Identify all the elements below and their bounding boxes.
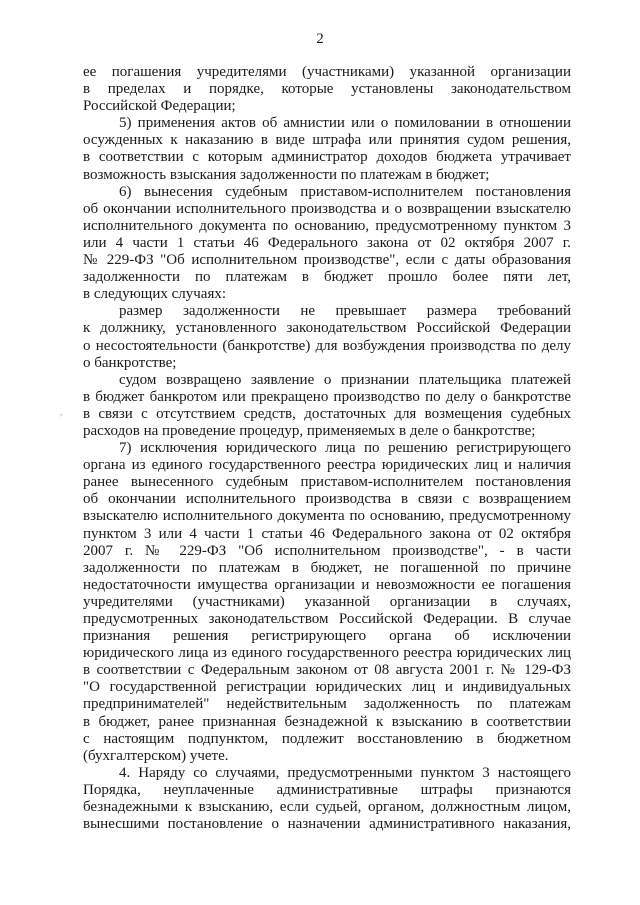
text-line: о банкротстве; [83, 354, 177, 371]
text-line: задолженности по платежам в бюджет, не погашенной по причине [83, 559, 571, 576]
text-line: признания решения регистрирующего органа об исключении [83, 628, 571, 645]
text-line: судом возвращено заявление о признании плательщика платежей [119, 371, 571, 388]
text-line: об окончании исполнительного производства в связи с возвращением [83, 491, 571, 508]
text-line: размер задолженности не превышает размера требований [119, 303, 571, 320]
text-line: в соответствии с которым администратор доходов бюджета утрачивает [83, 149, 571, 166]
text-line: в связи с отсутствием средств, достаточных для возмещения судебных [83, 405, 571, 422]
text-line: 6) вынесения судебным приставом-исполнителем постановления [119, 183, 571, 200]
text-line: об окончании исполнительного производства и о возвращении взыскателю [83, 200, 571, 217]
page-number: 2 [316, 31, 324, 47]
text-line: предусмотренных законодательством Российской Федерации. В случае [83, 611, 571, 627]
text-line: "О государственной регистрации юридических лиц и индивидуальных [83, 679, 571, 696]
text-line: в пределах и порядке, которые установлены законодательством [83, 81, 571, 98]
text-line: о несостоятельности (банкротстве) для возбуждения производства по делу [83, 337, 571, 354]
text-line: недостаточности имущества организации и невозможности ее погашения [83, 576, 571, 593]
text-line: или 4 части 1 статьи 46 Федерального закона от 02 октября 2007 г. [83, 234, 571, 251]
text-line: расходов на проведение процедур, применяемых в деле о банкротстве; [83, 422, 536, 439]
text-line: органа из единого государственного реестра юридических лиц и наличия [83, 457, 571, 474]
text-line: осужденных к наказанию в виде штрафа или принятия судом решения, [83, 132, 571, 149]
text-line: в бюджет, ранее признанная безнадежной к взысканию в соответствии [83, 713, 571, 730]
text-line: к должнику, установленного законодательством Российской Федерации [83, 320, 571, 337]
text-line: Российской Федерации; [83, 98, 236, 115]
text-line: 2007 г. № 229-ФЗ "Об исполнительном производстве", - в части [83, 542, 571, 559]
text-line: учредителями (участниками) указанной организации в случаях, [83, 593, 571, 610]
text-line: 4. Наряду со случаями, предусмотренными пунктом 3 настоящего [119, 764, 571, 781]
text-line: исполнительного документа по основанию, предусмотренному пунктом 3 [83, 217, 571, 234]
text-line: с настоящим подпунктом, подлежит восстановлению в бюджетном [83, 730, 571, 747]
text-line: 5) применения актов об амнистии или о помиловании в отношении [119, 115, 571, 132]
document-body [83, 64, 571, 833]
text-line: ранее вынесенного судебным приставом-исполнителем постановления [83, 474, 571, 491]
text-line: в бюджет банкротом или прекращено производство по делу о банкротстве [83, 388, 571, 405]
text-line: в следующих случаях: [83, 286, 227, 303]
text-line: юридического лица из единого государственного реестра юридических лиц [83, 645, 571, 662]
text-line: предпринимателей" недействительным задолженность по платежам [83, 696, 571, 713]
text-line: ее погашения учредителями (участниками) указанной организации [83, 64, 571, 80]
text-line: задолженности по платежам в бюджет прошло более пяти лет, [83, 269, 571, 286]
margin-mark: , [60, 407, 63, 417]
text-line: возможность взыскания задолженности по платежам в бюджет; [83, 166, 490, 183]
text-line: (бухгалтерском) учете. [83, 747, 229, 764]
text-line: безнадежными к взысканию, если судьей, органом, должностным лицом, [83, 799, 571, 816]
text-line: взыскателю исполнительного документа по основанию, предусмотренному [83, 508, 571, 525]
text-line: пунктом 3 или 4 части 1 статьи 46 Федерального закона от 02 октября [83, 525, 571, 542]
text-line: № 229-ФЗ "Об исполнительном производстве", если с даты образования [83, 252, 571, 269]
text-line: 7) исключения юридического лица по решению регистрирующего [119, 440, 571, 457]
text-line: вынесшими постановление о назначении административного наказания, [83, 816, 571, 833]
text-line: Порядка, неуплаченные административные штрафы признаются [83, 781, 571, 798]
text-line: в соответствии с Федеральным законом от 08 августа 2001 г. № 129-ФЗ [83, 662, 571, 679]
